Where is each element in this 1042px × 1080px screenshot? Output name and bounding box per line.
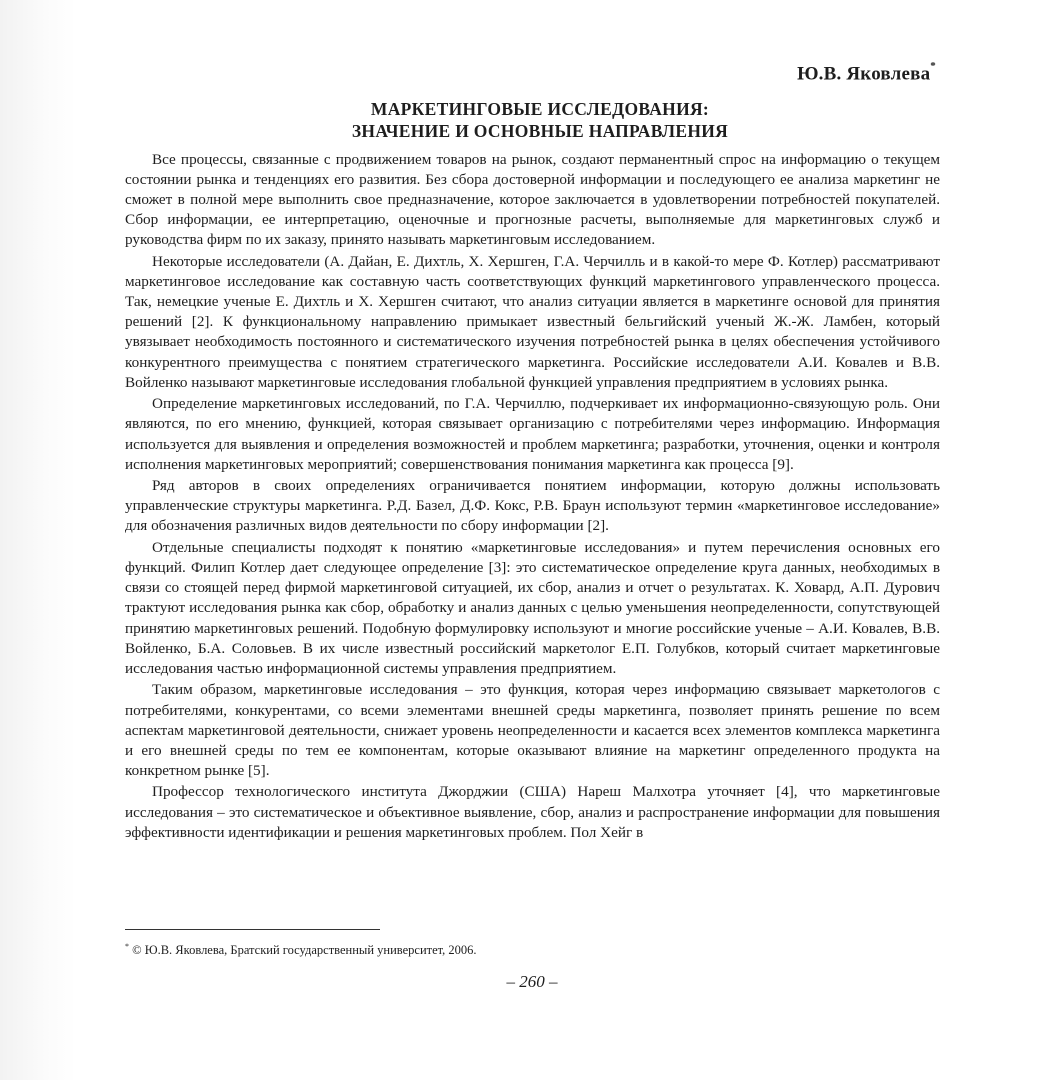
paragraph: Отдельные специалисты подходят к понятию «маркетинговые исследования» и путем перечисления основных его функций. Филип Котлер дает следующее определение [3]: это систематическое определение круга данных, необходимых в связи со стоящей перед фирмой маркетинговой ситуацией, их сбор, анализ и отчет о результатах. К. Ховард, А.П. Дурович трактуют исследования рынка как сбор, обработку и анализ данных с целью уменьшения неопределенности, сопутствующей принятию маркетинговых решений. Подобную формулировку используют и многие российские ученые – А.И. Ковалев, В.В. Войленко, Б.А. Соловьев. В их числе известный российский маркетолог Е.П. Голубков, который считает маркетинговые исследования частью информационной системы управления предприятием. <box>125 539 940 677</box>
article-body <box>125 150 940 844</box>
page-number: – 260 – <box>506 972 558 991</box>
article-title <box>125 98 955 142</box>
footnote-divider <box>125 929 380 930</box>
paragraph: Ряд авторов в своих определениях ограничивается понятием информации, которую должны использовать управленческие структуры маркетинга. Р.Д. Базел, Д.Ф. Кокс, Р.В. Браун используют термин «маркетинговое исследование» для обозначения различных видов деятельности по сбору информации [2]. <box>125 477 940 535</box>
footnote-text: © Ю.В. Яковлева, Братский государственный университет, 2006. <box>132 943 477 958</box>
paragraph: Все процессы, связанные с продвижением товаров на рынок, создают перманентный спрос на информацию о текущем состоянии рынка и тенденциях его развития. Без сбора достоверной информации и последующего ее анализа маркетинг не сможет в полной мере выполнить свое предназначение, которое заключается в удовлетворении потребностей покупателей. Сбор информации, ее интерпретацию, оценочные и прогнозные расчеты, выполняемые для маркетинговых служб и руководства фирм по их заказу, принято называть маркетинговым исследованием. <box>125 151 940 249</box>
paragraph: Профессор технологического института Джорджии (США) Нареш Малхотра уточняет [4], что маркетинговые исследования – это систематическое и объективное выявление, сбор, анализ и распространение информации для повышения эффективности идентификации и решения маркетинговых проблем. Пол Хейг в <box>125 783 940 841</box>
scan-edge-shadow <box>0 0 76 1080</box>
author-footnote-marker: * <box>930 60 936 72</box>
paragraph: Таким образом, маркетинговые исследования – это функция, которая через информацию связывает маркетологов с потребителями, конкурентами, со всеми элементами внешней среды маркетинга, позволяет принять решение по всем аспектам маркетинговой деятельности, снижает уровень неопределенности и касается всех элементов комплекса маркетинга и его внешней среды по тем ее компонентам, которые оказывают влияние на маркетинг определенного продукта на конкретном рынке [5]. <box>125 681 940 779</box>
title-line-2: ЗНАЧЕНИЕ И ОСНОВНЫЕ НАПРАВЛЕНИЯ <box>351 121 729 141</box>
paragraph: Некоторые исследователи (А. Дайан, Е. Дихтль, Х. Хершген, Г.А. Черчилль и в какой-то мере Ф. Котлер) рассматривают маркетинговое исследование как составную часть соответствующих функций маркетингового управленческого процесса. Так, немецкие ученые Е. Дихтль и Х. Хершген считают, что анализ ситуации является в маркетинге основой для принятия решений [2]. К функциональному направлению примыкает известный бельгийский ученый Ж.-Ж. Ламбен, который увязывает необходимость постоянного и систематического изучения потребностей рынка в целях обеспечения устойчивого конкурентного преимущества с понятием стратегического маркетинга. Российские исследователи А.И. Ковалев и В.В. Войленко называют маркетинговые исследования глобальной функцией управления предприятием в условиях рынка. <box>125 253 940 391</box>
footnote <box>125 942 477 958</box>
author-name: Ю.В. Яковлева* <box>797 60 936 85</box>
footnote-marker: * <box>125 942 129 951</box>
title-line-1: МАРКЕТИНГОВЫЕ ИССЛЕДОВАНИЯ: <box>370 99 710 119</box>
paragraph: Определение маркетинговых исследований, по Г.А. Черчиллю, подчеркивает их информационно-связующую роль. Они являются, по его мнению, функцией, которая связывает организацию с потребителями через информацию. Информация используется для выявления и определения возможностей и проблем маркетинга; разработки, уточнения, оценки и контроля исполнения маркетинговых мероприятий; совершенствования понимания маркетинга как процесса [9]. <box>125 395 940 473</box>
